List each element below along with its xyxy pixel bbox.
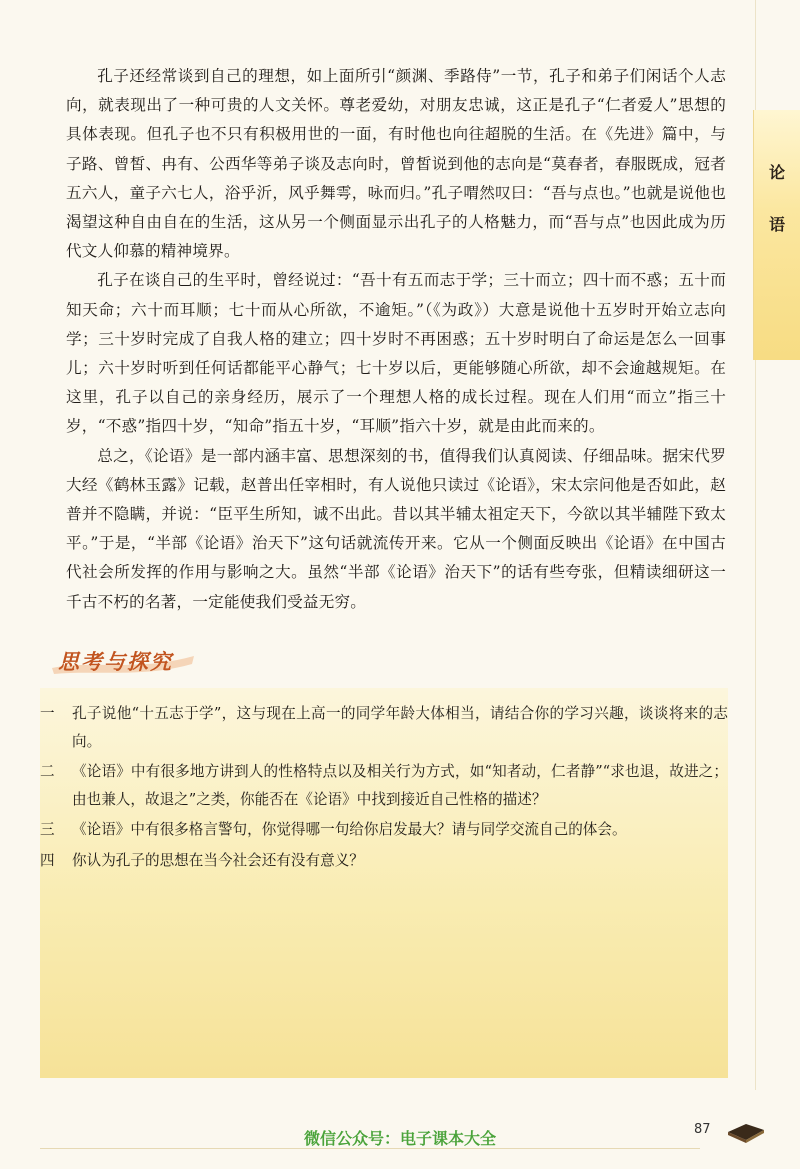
side-tab-char-1: 论	[768, 163, 785, 182]
side-tab-char-2: 语	[768, 215, 785, 234]
exercise-item	[40, 758, 728, 813]
watermark-text: 微信公众号：电子课本大全	[303, 1129, 496, 1148]
exercise-item	[40, 700, 728, 755]
paragraph-2: 孔子在谈自己的生平时，曾经说过：“吾十有五而志于学；三十而立；四十而不惑；五十而知天命；六十而耳顺；七十而从心所欲，不逾矩。”（《为政》）大意是说他十五岁时开始立志向学；三十岁时完成了自我人格的建立；四十岁时不再困惑；五十岁时明白了命运是怎么一回事儿；六十岁时听到任何话都能平心静气；七十岁以后，更能够随心所欲，却不会逾越规矩。在这里，孔子以自己的亲身经历，展示了一个理想人格的成长过程。现在人们用“而立”指三十岁，“不惑”指四十岁，“知命”指五十岁，“耳顺”指六十岁，就是由此而来的。	[66, 271, 726, 436]
exercise-item	[40, 816, 728, 844]
section-header	[48, 642, 198, 678]
exercise-text: 《论语》中有很多地方讲到人的性格特点以及相关行为方式，如“知者动，仁者静”“求也退，故进之；由也兼人，故退之”之类，你能否在《论语》中找到接近自己性格的描述？	[72, 763, 728, 808]
exercise-list	[40, 700, 728, 877]
body-text	[66, 62, 726, 617]
exercise-item	[40, 847, 728, 875]
exercise-text: 《论语》中有很多格言警句，你觉得哪一句给你启发最大？请与同学交流自己的体会。	[72, 821, 627, 838]
section-title: 思考与探究	[58, 649, 173, 674]
page-number: 87	[694, 1122, 711, 1137]
exercise-number: 四	[40, 851, 55, 869]
paragraph-3: 总之，《论语》是一部内涵丰富、思想深刻的书，值得我们认真阅读、仔细品味。据宋代罗大经《鹤林玉露》记载，赵普出任宰相时，有人说他只读过《论语》，宋太宗问他是否如此，赵普并不隐瞒，并说：“臣平生所知，诚不出此。昔以其半辅太祖定天下，今欲以其半辅陛下致太平。”于是，“半部《论语》治天下”这句话就流传开来。它从一个侧面反映出《论语》在中国古代社会所发挥的作用与影响之大。虽然“半部《论语》治天下”的话有些夸张，但精读细研这一千古不朽的名著，一定能使我们受益无穷。	[66, 446, 726, 611]
chapter-side-tab	[753, 110, 800, 360]
exercise-text: 孔子说他“十五志于学”，这与现在上高一的同学年龄大体相当，请结合你的学习兴趣，谈谈将来的志向。	[72, 705, 728, 750]
exercise-text: 你认为孔子的思想在当今社会还有没有意义？	[72, 851, 364, 869]
exercise-number: 三	[40, 821, 55, 838]
book-icon	[726, 1118, 766, 1144]
exercise-number: 二	[40, 763, 55, 780]
exercise-number: 一	[40, 705, 55, 722]
paragraph-1: 孔子还经常谈到自己的理想，如上面所引“颜渊、季路侍”一节，孔子和弟子们闲话个人志向，就表现出了一种可贵的人文关怀。尊老爱幼，对朋友忠诚，这正是孔子“仁者爱人”思想的具体表现。但孔子也不只有积极用世的一面，有时他也向往超脱的生活。在《先进》篇中，与子路、曾皙、冉有、公西华等弟子谈及志向时，曾皙说到他的志向是“莫春者，春服既成，冠者五六人，童子六七人，浴乎沂，风乎舞雩，咏而归。”孔子喟然叹曰：“吾与点也。”也就是说他也渴望这种自由自在的生活，这从另一个侧面显示出孔子的人格魅力，而“吾与点”也因此成为历代文人仰慕的精神境界。	[66, 67, 726, 261]
